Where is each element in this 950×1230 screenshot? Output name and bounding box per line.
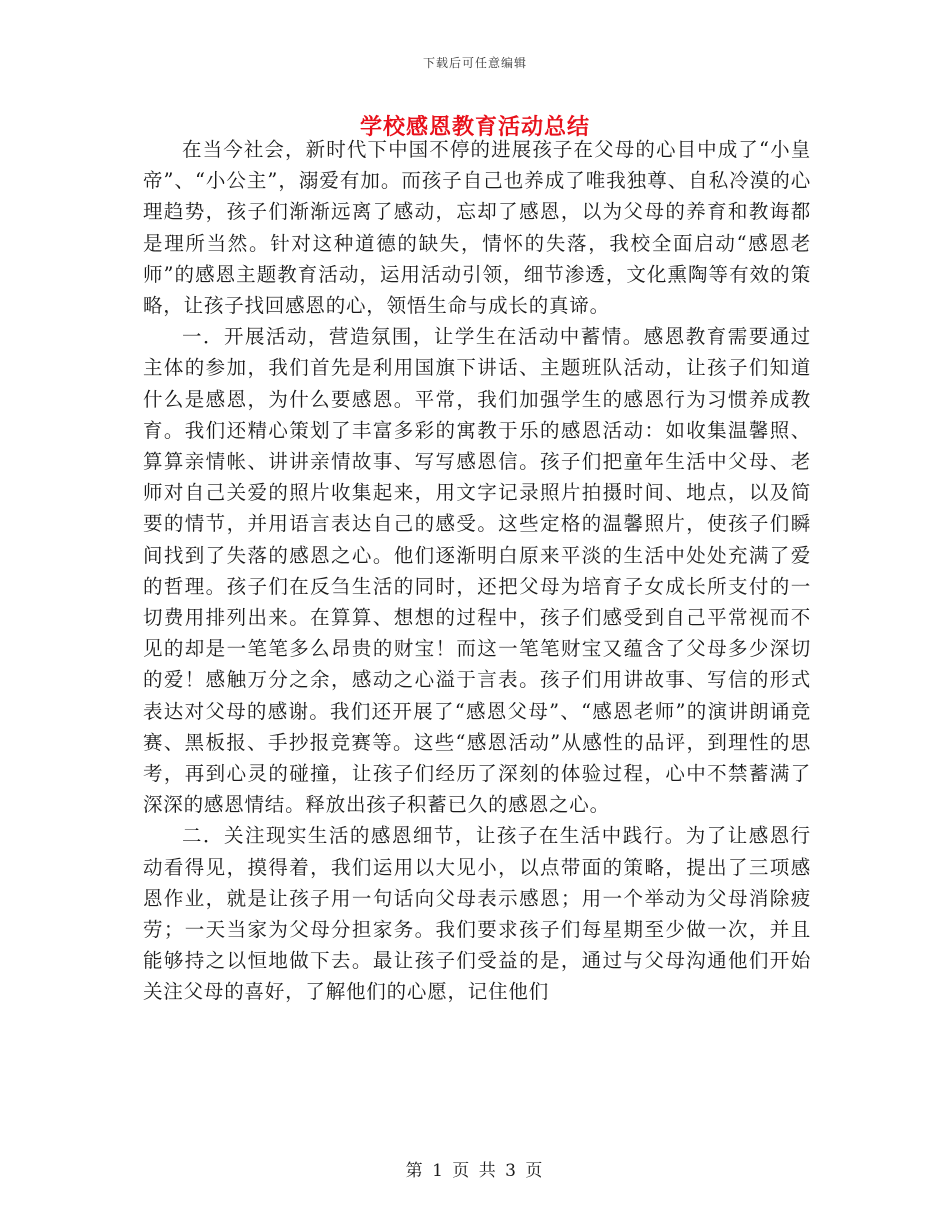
page-number-footer: 第 1 页 共 3 页: [405, 1161, 545, 1181]
document-body: [143, 134, 811, 1008]
paragraph-section-two: 二．关注现实生活的感恩细节，让孩子在生活中践行。为了让感恩行动看得见，摸得着，我们运用以大见小，以点带面的策略，提出了三项感恩作业，就是让孩子用一句话向父母表示感恩；用一个举动为父母消除疲劳；一天当家为父母分担家务。我们要求孩子们每星期至少做一次，并且能够持之以恒地做下去。最让孩子们受益的是，通过与父母沟通他们开始关注父母的喜好，了解他们的心愿，记住他们: [143, 824, 811, 1004]
paragraph-section-one: 一．开展活动，营造氛围，让学生在活动中蓄情。感恩教育需要通过主体的参加，我们首先是利用国旗下讲话、主题班队活动，让孩子们知道什么是感恩，为什么要感恩。平常，我们加强学生的感恩行为习惯养成教育。我们还精心策划了丰富多彩的寓教于乐的感恩活动：如收集温馨照、算算亲情帐、讲讲亲情故事、写写感恩信。孩子们把童年生活中父母、老师对自己关爱的照片收集起来，用文字记录照片拍摄时间、地点，以及简要的情节，并用语言表达自己的感受。这些定格的温馨照片，使孩子们瞬间找到了失落的感恩之心。他们逐渐明白原来平淡的生活中处处充满了爱的哲理。孩子们在反刍生活的同时，还把父母为培育子女成长所支付的一切费用排列出来。在算算、想想的过程中，孩子们感受到自己平常视而不见的却是一笔笔多么昂贵的财宝！而这一笔笔财宝又蕴含了父母多少深切的爱！感触万分之余，感动之心溢于言表。孩子们用讲故事、写信的形式表达对父母的感谢。我们还开展了“感恩父母”、“感恩老师”的演讲朗诵竞赛、黑板报、手抄报竞赛等。这些“感恩活动”从感性的品评，到理性的思考，再到心灵的碰撞，让孩子们经历了深刻的体验过程，心中不禁蓄满了深深的感恩情结。释放出孩子积蓄已久的感恩之心。: [143, 325, 811, 817]
page-header-note: 下载后可任意编辑: [422, 56, 527, 70]
paragraph-intro: 在当今社会，新时代下中国不停的进展孩子在父母的心目中成了“小皇帝”、“小公主”，溺爱有加。而孩子自己也养成了唯我独尊、自私冷漠的心理趋势，孩子们渐渐远离了感动，忘却了感恩，以为父母的养育和教诲都是理所当然。针对这种道德的缺失，情怀的失落，我校全面启动“感恩老师”的感恩主题教育活动，运用活动引领，细节渗透，文化熏陶等有效的策略，让孩子找回感恩的心，领悟生命与成长的真谛。: [143, 138, 811, 318]
document-title: 学校感恩教育活动总结: [359, 114, 590, 140]
